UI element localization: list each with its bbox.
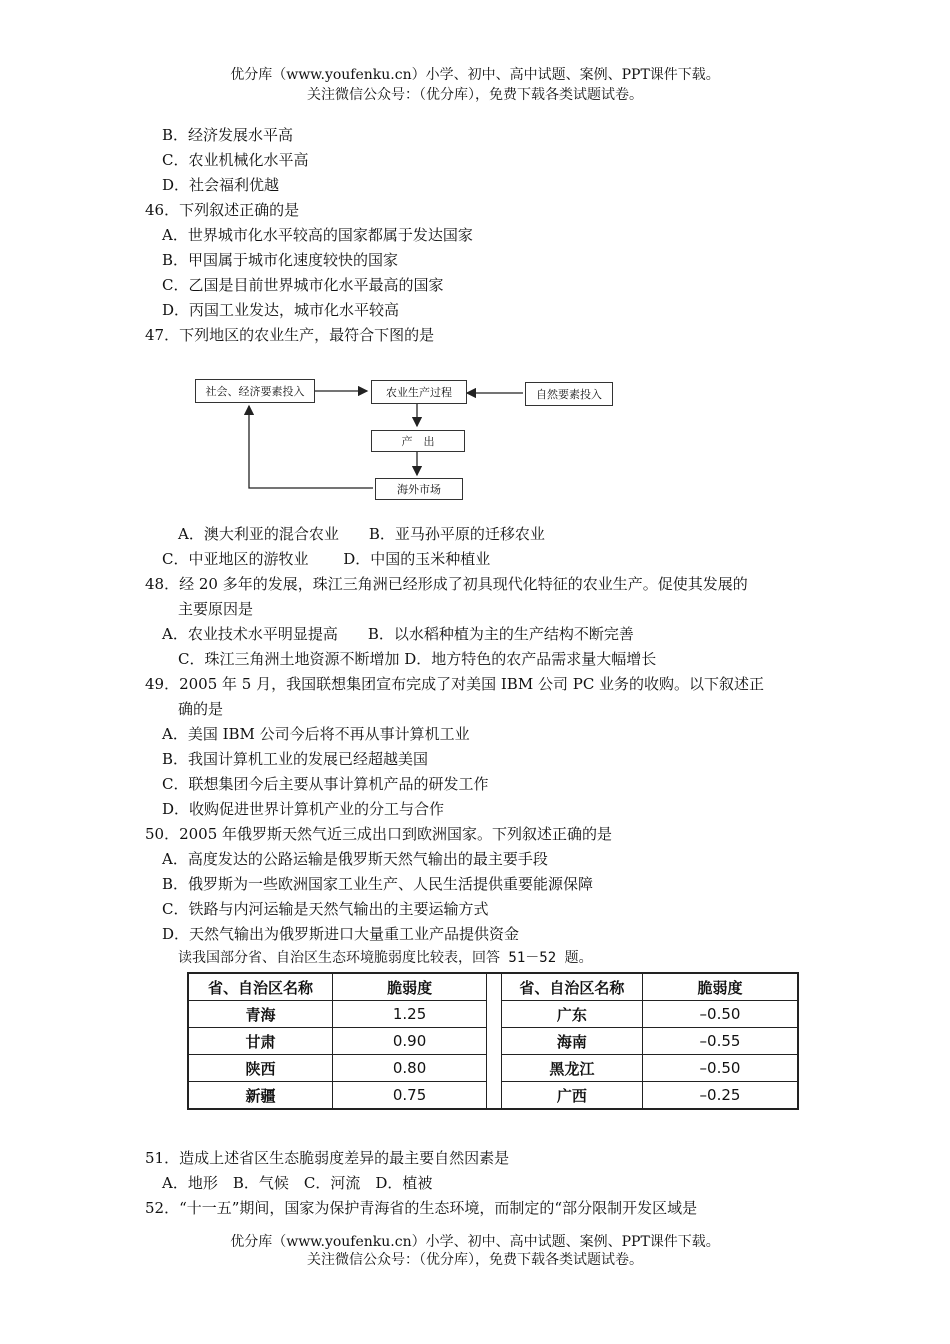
q45-option-d: D．社会福利优越: [162, 176, 280, 194]
q46-option-d: D．丙国工业发达，城市化水平较高: [162, 301, 400, 319]
row-name: 海南: [501, 1028, 642, 1055]
q45-option-b: B．经济发展水平高: [162, 126, 294, 144]
q50-option-b: B．俄罗斯为一些欧洲国家工业生产、人民生活提供重要能源保障: [162, 875, 594, 893]
q47-options-cd: C．中亚地区的游牧业 D．中国的玉米种植业: [162, 550, 491, 568]
q46-option-c: C．乙国是目前世界城市化水平最高的国家: [162, 276, 444, 294]
q48-stem-line-2: 主要原因是: [178, 600, 254, 618]
header-left-value: 脆弱度: [333, 973, 487, 1001]
q51-options: A．地形 B．气候 C．河流 D．植被: [162, 1174, 433, 1192]
row-name: 广西: [501, 1082, 642, 1110]
q46-option-a: A．世界城市化水平较高的国家都属于发达国家: [162, 226, 473, 244]
box-farming-process: 农业生产过程: [371, 380, 467, 404]
row-name: 甘肃: [188, 1028, 333, 1055]
q49-stem-line-2: 确的是: [178, 700, 224, 718]
header-line-2: 关注微信公众号：（优分库），免费下载各类试题试卷。: [307, 87, 643, 103]
header-right-value: 脆弱度: [642, 973, 798, 1001]
q45-option-c: C．农业机械化水平高: [162, 151, 309, 169]
table-row: [188, 1082, 798, 1110]
q48-options-ab: A．农业技术水平明显提高 B．以水稻种植为主的生产结构不断完善: [162, 625, 634, 643]
header-left-name: 省、自治区名称: [188, 973, 333, 1001]
q50-option-c: C．铁路与内河运输是天然气输出的主要运输方式: [162, 900, 489, 918]
q50-stem: 50．2005 年俄罗斯天然气近三成出口到欧洲国家。下列叙述正确的是: [145, 825, 613, 843]
q48-stem-line-1: 48．经 20 多年的发展，珠江三角洲已经形成了初具现代化特征的农业生产。促使其发展的: [145, 575, 748, 593]
q50-option-d: D．天然气输出为俄罗斯进口大量重工业产品提供资金: [162, 925, 520, 943]
q49-stem-line-1: 49．2005 年 5 月，我国联想集团宣布完成了对美国 IBM 公司 PC 业务的收购。以下叙述正: [145, 675, 765, 693]
row-name: 青海: [188, 1001, 333, 1028]
q47-options-ab: A．澳大利亚的混合农业 B．亚马孙平原的迁移农业: [178, 525, 545, 543]
arrow-market-to-social: [249, 406, 373, 488]
q46-option-b: B．甲国属于城市化速度较快的国家: [162, 251, 399, 269]
farming-flow-diagram: [195, 370, 615, 510]
row-name: 广东: [501, 1001, 642, 1028]
box-overseas-market: 海外市场: [375, 478, 463, 500]
q49-option-c: C．联想集团今后主要从事计算机产品的研发工作: [162, 775, 489, 793]
q51-stem: 51．造成上述省区生态脆弱度差异的最主要自然因素是: [145, 1149, 510, 1167]
header-line-1: 优分库（www.youfenku.cn）小学、初中、高中试题、案例、PPT课件下载。: [230, 67, 720, 83]
table-intro: 读我国部分省、自治区生态环境脆弱度比较表，回答 51－52 题。: [178, 950, 593, 966]
table-header-row: [188, 973, 798, 1001]
table-row: [188, 1001, 798, 1028]
row-name: 陕西: [188, 1055, 333, 1082]
row-value: 0.75: [333, 1082, 487, 1110]
q49-option-b: B．我国计算机工业的发展已经超越美国: [162, 750, 429, 768]
footer-line-2: 关注微信公众号：（优分库），免费下载各类试题试卷。: [307, 1252, 643, 1268]
row-value: –0.25: [642, 1082, 798, 1110]
q50-option-a: A．高度发达的公路运输是俄罗斯天然气输出的最主要手段: [162, 850, 548, 868]
q47-stem: 47．下列地区的农业生产，最符合下图的是: [145, 326, 435, 344]
q49-option-d: D．收购促进世界计算机产业的分工与合作: [162, 800, 445, 818]
box-social-economic-input: 社会、经济要素投入: [195, 379, 315, 403]
table-row: [188, 1028, 798, 1055]
q48-options-cd: C．珠江三角洲土地资源不断增加 D．地方特色的农产品需求量大幅增长: [178, 650, 657, 668]
row-value: 0.80: [333, 1055, 487, 1082]
row-name: 黑龙江: [501, 1055, 642, 1082]
box-natural-input: 自然要素投入: [525, 382, 613, 406]
row-name: 新疆: [188, 1082, 333, 1110]
box-output: 产 出: [371, 430, 465, 452]
table-row: [188, 1055, 798, 1082]
row-value: –0.55: [642, 1028, 798, 1055]
row-value: 0.90: [333, 1028, 487, 1055]
row-value: –0.50: [642, 1055, 798, 1082]
q46-stem: 46．下列叙述正确的是: [145, 201, 300, 219]
row-value: 1.25: [333, 1001, 487, 1028]
ecology-fragility-table: [187, 972, 799, 1110]
footer-line-1: 优分库（www.youfenku.cn）小学、初中、高中试题、案例、PPT课件下载。: [230, 1234, 720, 1250]
row-value: –0.50: [642, 1001, 798, 1028]
q49-option-a: A．美国 IBM 公司今后将不再从事计算机工业: [162, 725, 470, 743]
header-right-name: 省、自治区名称: [501, 973, 642, 1001]
q52-stem: 52．“十一五”期间，国家为保护青海省的生态环境，而制定的“部分限制开发区域是: [145, 1199, 698, 1217]
